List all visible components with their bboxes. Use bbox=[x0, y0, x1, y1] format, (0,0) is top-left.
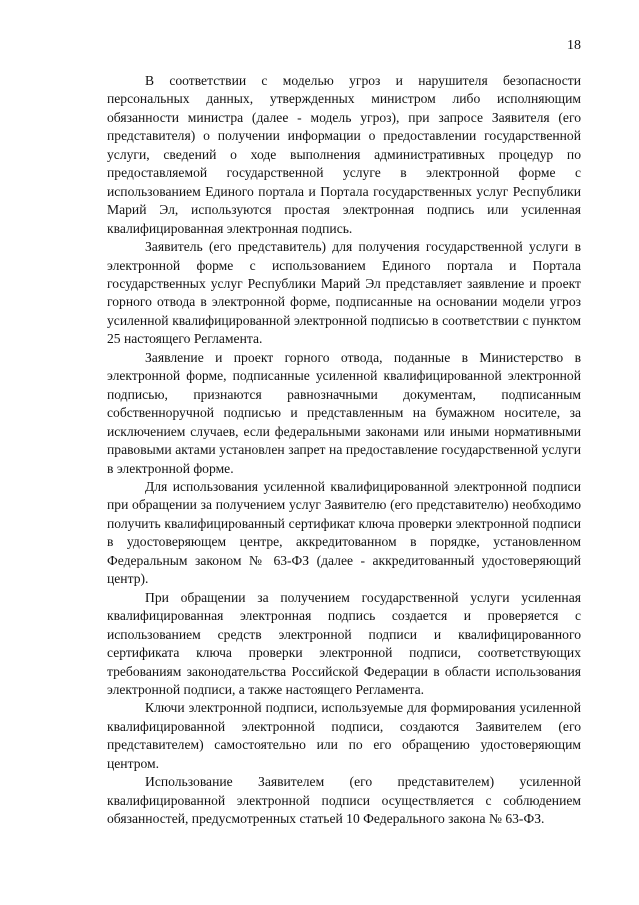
page-number: 18 bbox=[567, 38, 581, 53]
paragraph: При обращении за получением государственной услуги усиленная квалифицированная электронная подпись создается и проверяется с использованием средств электронной подписи и квалифицированного сертификата ключа проверки электронной подписи, соответствующих требованиям законодательства Российской Федерации в области использования электронной подписи, а также настоящего Регламента. bbox=[107, 589, 581, 697]
paragraph: В соответствии с моделью угроз и нарушителя безопасности персональных данных, утвержденных министром либо исполняющим обязанности министра (далее - модель угроз), при запросе Заявителя (его представителя) о получении информации о предоставлении государственной услуги, сведений о ходе выполнения административных процедур по предоставляемой государственной услуге в электронной форме с использованием Единого портала и Портала государственных услуг Республики Марий Эл, используются простая электронная подпись или усиленная квалифицированная электронная подпись. bbox=[107, 73, 581, 236]
paragraph: Заявитель (его представитель) для получения государственной услуги в электронной форме с использованием Единого портала и Портала государственных услуг Республики Марий Эл представляет заявление и проект горного отвода в электронной форме, подписанные на основании модели угроз усиленной квалифицированной электронной подписью в соответствии с пунктом 25 настоящего Регламента. bbox=[107, 239, 581, 347]
paragraph: Использование Заявителем (его представителем) усиленной квалифицированной электронной подписи осуществляется с соблюдением обязанностей, предусмотренных статьей 10 Федерального закона № 63-ФЗ. bbox=[107, 774, 581, 827]
paragraph: Заявление и проект горного отвода, поданные в Министерство в электронной форме, подписанные усиленной квалифицированной электронной подписью, признаются равнозначными документам, подписанным собственноручной подписью и представленным на бумажном носителе, за исключением случаев, если федеральными законами или иными нормативными правовыми актами установлен запрет на предоставление государственной услуги в электронной форме. bbox=[107, 349, 581, 476]
paragraph: Ключи электронной подписи, используемые для формирования усиленной квалифицированной электронной подписи, создаются Заявителем (его представителем) самостоятельно или по его обращению удостоверяющим центром. bbox=[107, 700, 581, 771]
paragraph: Для использования усиленной квалифицированной электронной подписи при обращении за получением услуг Заявителю (его представителю) необходимо получить квалифицированный сертификат ключа проверки электронной подписи в удостоверяющем центре, аккредитованном в порядке, установленном Федеральным законом № 63-ФЗ (далее - аккредитованный удостоверяющий центр). bbox=[107, 478, 581, 587]
document-body bbox=[107, 72, 581, 829]
